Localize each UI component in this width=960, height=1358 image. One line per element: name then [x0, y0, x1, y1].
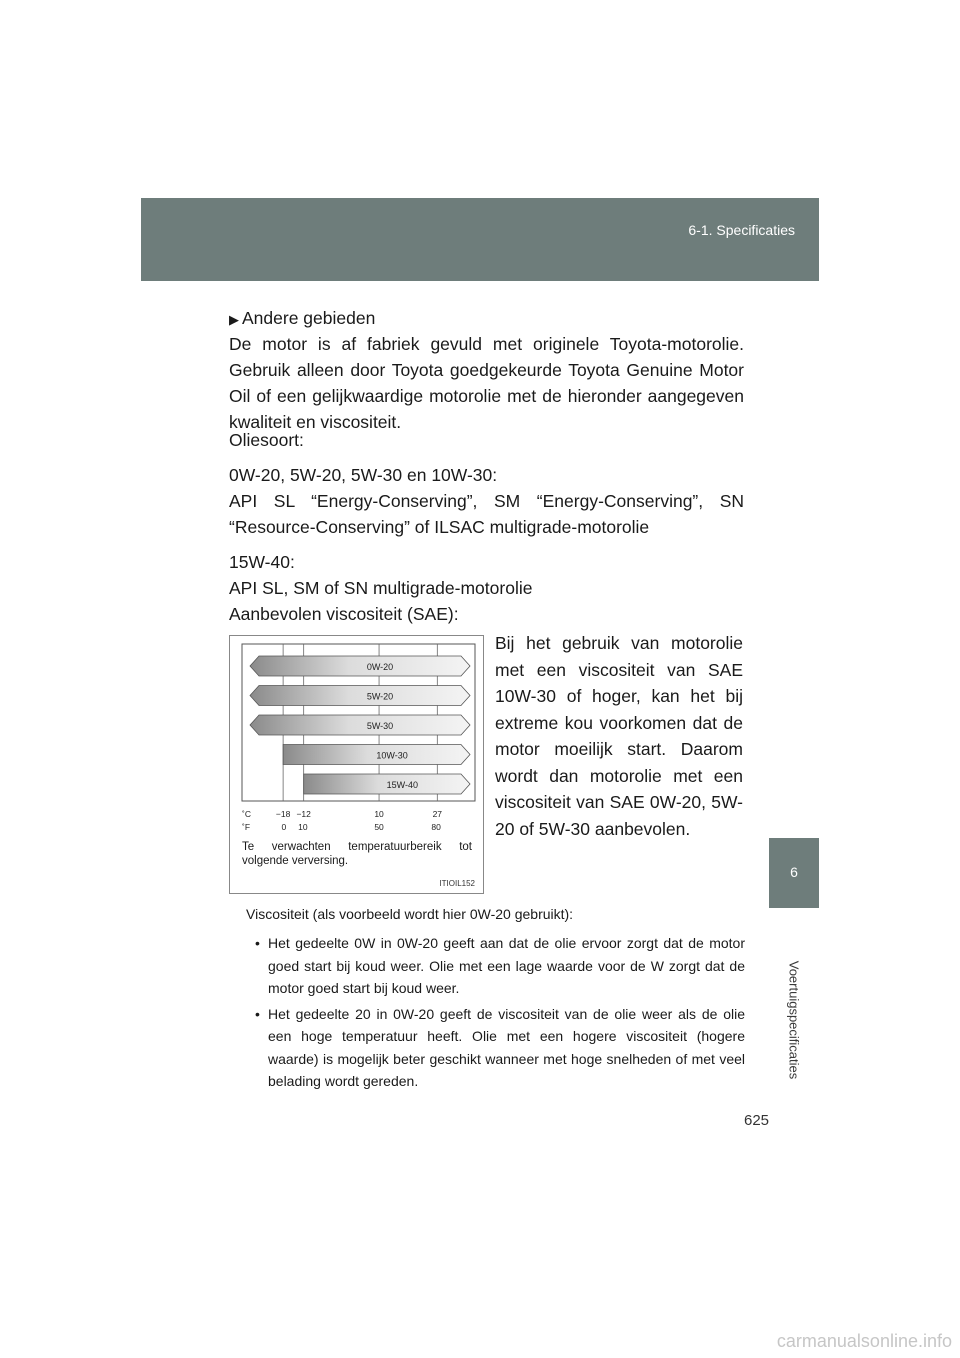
chart-tick-label-celsius: 10: [374, 809, 384, 819]
oil-group1-spec-line1: API SL “Energy-Conserving”, SM “Energy-Conserving”, SN: [229, 491, 744, 511]
sub-heading: [229, 305, 375, 333]
note-item-low-temp: • Het gedeelte 0W in 0W-20 geeft aan dat de olie ervoor zorgt dat de motor goed start bij koud weer. Olie met een lage waarde voor de W zorgt dat de motor goed start bij koud weer.: [255, 932, 745, 1000]
sub-heading-text: Andere gebieden: [242, 308, 376, 328]
chart-tick-label-celsius: 27: [432, 809, 443, 819]
chart-axis-unit-fahrenheit: ˚F: [242, 822, 251, 832]
chart-tick-label-fahrenheit: 0: [281, 822, 287, 832]
oil-group2-grades: 15W-40:: [229, 552, 295, 572]
chart-caption: Te verwachten temperatuurbereik tot volgende verversing.: [242, 841, 472, 867]
viscosity-notes: [255, 932, 745, 1096]
page-number: 625: [744, 1112, 770, 1129]
chart-bar-label: 5W-20: [366, 691, 394, 702]
chapter-title: Voertuigspecificaties: [786, 960, 802, 1080]
chart-tick-label-celsius: −18: [275, 809, 291, 819]
viscosity-chart-svg: [230, 636, 483, 836]
figure-code: ITIOIL152: [439, 879, 475, 888]
header-band: [141, 198, 819, 281]
chart-bar-label: 10W-30: [376, 750, 408, 761]
chart-bar-5w-20: [250, 686, 470, 706]
chart-bar-label: 0W-20: [366, 662, 394, 672]
chart-axis-unit-celsius: ˚C: [242, 809, 251, 819]
triangle-right-icon: ▶: [229, 312, 239, 327]
oil-group1-grades: 0W-20, 5W-20, 5W-30 en 10W-30:: [229, 465, 498, 485]
oil-type-label: Oliesoort:: [229, 430, 304, 450]
chart-bar-0w-20: [250, 656, 470, 676]
chart-bar-5w-30: [250, 715, 470, 735]
chapter-tab[interactable]: [769, 838, 819, 908]
cold-start-paragraph: Bij het gebruik van motorolie met een viscositeit van SAE 10W-30 of hoger, kan het bij extreme kou voorkomen dat de motor moeilijk start. Daarom wordt dan motorolie met een viscositeit van SAE 0W-20, 5W-20 of 5W-30 aanbevolen.: [495, 633, 743, 839]
viscosity-example-intro: Viscositeit (als voorbeeld wordt hier 0W-20 gebruikt):: [246, 906, 574, 922]
chart-bar-label: 5W-30: [366, 721, 394, 731]
chart-tick-label-fahrenheit: 50: [374, 822, 384, 832]
chapter-number: 6: [790, 864, 798, 880]
viscosity-label: Aanbevolen viscositeit (SAE):: [229, 604, 459, 624]
viscosity-chart: [229, 635, 484, 894]
note-item-high-temp: • Het gedeelte 20 in 0W-20 geeft de viscositeit van de olie weer als de olie een hoge temperatuur heeft. Olie met een hogere viscositeit (hogere waarde) is mogelijk beter geschikt wanneer met hoge snelheden of met veel belading wordt gereden.: [255, 1003, 745, 1093]
watermark: carmanualsonline.info: [776, 1331, 952, 1351]
chart-tick-label-fahrenheit: 80: [431, 822, 441, 832]
section-label: 6-1. Specificaties: [688, 222, 795, 238]
chart-bar-label: 15W-40: [386, 780, 419, 790]
intro-paragraph: De motor is af fabriek gevuld met originele Toyota-motorolie. Gebruik alleen door Toyota goedgekeurde Toyota Genuine Motor Oil of een gelijkwaardige motorolie met de hieronder aangegeven kwaliteit en viscositeit.: [229, 334, 744, 432]
chart-tick-label-celsius: −12: [296, 809, 311, 819]
oil-group1-spec-line2: “Resource-Conserving” of ILSAC multigrade-motorolie: [229, 517, 650, 537]
chart-tick-label-fahrenheit: 10: [298, 822, 308, 832]
oil-group2-spec: API SL, SM of SN multigrade-motorolie: [229, 578, 533, 598]
